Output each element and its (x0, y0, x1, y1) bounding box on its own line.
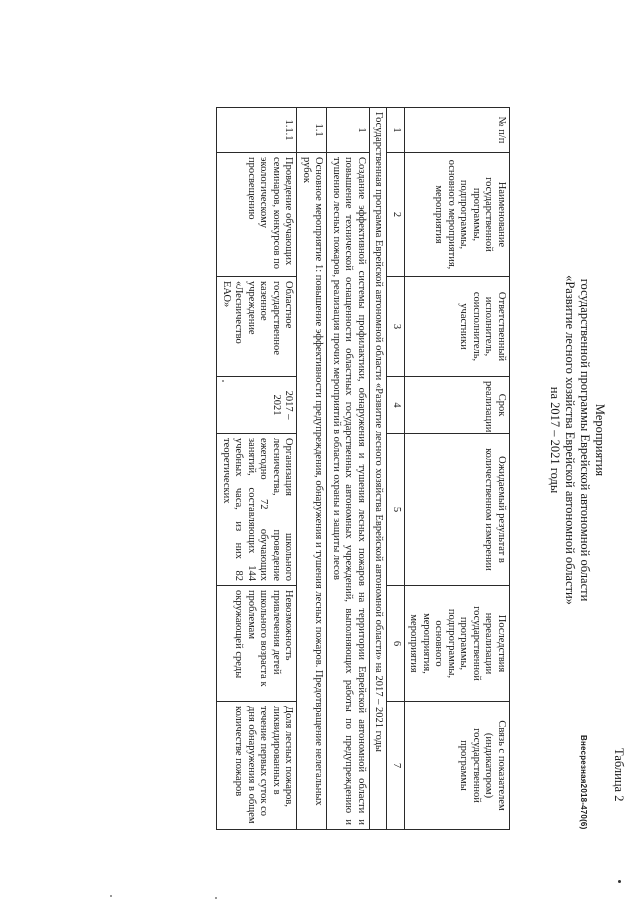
activity-period-cell: 2017 – 2021 (217, 377, 297, 434)
header-result: Ожидаемый результат в количественном измерении (405, 434, 510, 586)
title-line-4: на 2017 – 2021 годы (548, 386, 562, 494)
activity-number-cell: 1.1.1 (217, 108, 297, 153)
col-number-cell: 6 (387, 586, 405, 702)
title-line-1: Мероприятия (593, 403, 607, 477)
header-name: Наименование государственной программы, подпрограммы, основного мероприятия, мероприятия (405, 153, 510, 277)
main-activity-number-cell: 1.1 (297, 108, 327, 153)
header-consequence: Последствия нереализации государственной программы, подпрограммы, основного мероприятия, мероприятия (405, 586, 510, 702)
header-indicator: Связь с показателем (индикатором) государственной программы (405, 702, 510, 830)
activity-indicator-cell: Доля лесных пожаров, ликвидированных в течение первых суток со дня обнаружения в общем количестве пожаров (217, 702, 297, 830)
col-number-cell: 1 (387, 108, 405, 153)
activity-name-cell: Проведение обучающих семинаров, конкурсов по экологическому просвещению (217, 153, 297, 277)
goal-number-cell: 1 (327, 108, 370, 153)
document-registration-stamp: Внесрезная2018-470(6) (579, 735, 588, 830)
table-header-row (405, 108, 510, 830)
activity-row (217, 108, 297, 830)
col-number-cell: 2 (387, 153, 405, 277)
col-number-cell: 4 (387, 377, 405, 434)
header-number: № п/п (405, 108, 510, 153)
header-period: Срок реализации (405, 377, 510, 434)
goal-text-cell: Создание эффективной системы профилактики, обнаружения и тушения лесных пожаров на территории Еврейской автономной области и повышение технической оснащенности областных государственных автономных учреждений, выполняющих работы по предупреждению и тушению лесных пожаров, реализация прочих мероприятий в области охраны и защиты лесов (327, 153, 370, 830)
header-executor: Ответственный исполнитель, соисполнитель, участники (405, 277, 510, 377)
title-line-3: «Развитие лесного хозяйства Еврейской автономной области» (563, 275, 577, 605)
col-number-cell: 7 (387, 702, 405, 830)
activity-consequence-cell: Невозможность привлечения детей школьного возраста к проблемам окружающей среды (217, 586, 297, 702)
program-title-cell: Государственная программа Еврейской автономной области «Развитие лесного хозяйства Еврейской автономной области» на 2017 – 2021 годы (370, 108, 388, 830)
col-number-cell: 3 (387, 277, 405, 377)
activities-table (217, 107, 511, 830)
main-activity-text-cell: Основное мероприятие 1: повышение эффективности предупреждения, обнаружения и тушения лесных пожаров. Предотвращение нелегальных рубок (297, 153, 327, 830)
column-number-row (387, 108, 405, 830)
document-title (547, 140, 607, 740)
program-row (370, 108, 388, 830)
activity-executor-cell: Областное государственное казенное учреждение «Лесничество ЕАО» (217, 277, 297, 377)
goal-row (327, 108, 370, 830)
activity-result-cell: Организация школьного лесничества, проведение ежегодно 72 обучающих занятий, составляющих 144 учебных часа, из них 82 теоретических (217, 434, 297, 586)
table-number-label: Таблица 2 (612, 748, 626, 802)
main-activity-row (297, 108, 327, 830)
col-number-cell: 5 (387, 434, 405, 586)
title-line-2: государственной программы Еврейской автономной области (578, 278, 592, 602)
